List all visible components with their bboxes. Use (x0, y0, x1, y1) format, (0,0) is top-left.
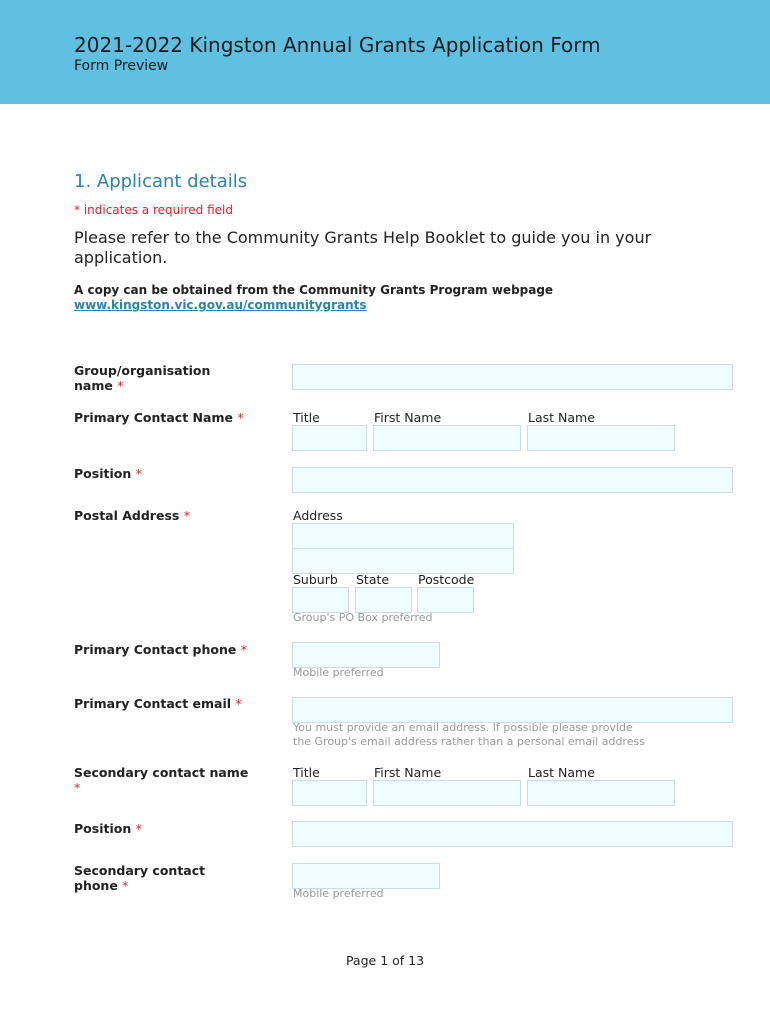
position-label: Position * (74, 466, 142, 481)
secondary-title-input[interactable] (292, 780, 367, 806)
postcode-label: Postcode (418, 572, 475, 587)
primary-title-input[interactable] (292, 425, 367, 451)
state-input[interactable] (355, 587, 412, 613)
required-marker: * (135, 821, 142, 836)
postal-address-hint: Group's PO Box preferred (293, 611, 433, 624)
primary-email-label: Primary Contact email * (74, 696, 242, 711)
group-name-label: Group/organisation name * (74, 363, 211, 393)
required-marker: * (117, 378, 124, 393)
suburb-label: Suburb (293, 572, 338, 587)
community-grants-link[interactable]: www.kingston.vic.gov.au/communitygrants (74, 298, 367, 312)
secondary-position-label: Position * (74, 821, 142, 836)
state-label: State (356, 572, 390, 587)
form-subtitle: Form Preview (74, 58, 169, 74)
primary-phone-label: Primary Contact phone * (74, 642, 247, 657)
page-number: Page 1 of 13 (345, 953, 425, 968)
address-line2-input[interactable] (292, 548, 514, 574)
suburb-input[interactable] (292, 587, 349, 613)
required-marker: * (135, 466, 142, 481)
section-title: 1. Applicant details (74, 171, 248, 192)
required-marker: * (235, 696, 242, 711)
required-marker: * (183, 508, 190, 523)
form-title: 2021-2022 Kingston Annual Grants Application Form (74, 33, 601, 57)
primary-last-name-input[interactable] (527, 425, 675, 451)
secondary-phone-hint: Mobile preferred (293, 887, 384, 900)
secondary-last-name-input[interactable] (527, 780, 675, 806)
position-input[interactable] (292, 467, 733, 493)
form-header (0, 0, 770, 104)
primary-first-name-input[interactable] (373, 425, 521, 451)
primary-email-hint: You must provide an email address. If possible please provide the Group's email address rather than a personal email address (293, 721, 645, 748)
secondary-first-name-label: First Name (374, 765, 442, 780)
intro-text: Please refer to the Community Grants Help Booklet to guide you in your application. (74, 228, 652, 267)
primary-phone-hint: Mobile preferred (293, 666, 384, 679)
address-label: Address (293, 508, 343, 523)
secondary-first-name-input[interactable] (373, 780, 521, 806)
secondary-position-input[interactable] (292, 821, 733, 847)
address-line1-input[interactable] (292, 523, 514, 549)
required-marker: * (122, 878, 129, 893)
postcode-input[interactable] (417, 587, 474, 613)
required-note: * indicates a required field (74, 203, 233, 217)
secondary-last-name-label: Last Name (528, 765, 595, 780)
group-name-input[interactable] (292, 364, 733, 390)
primary-phone-input[interactable] (292, 642, 440, 668)
primary-email-input[interactable] (292, 697, 733, 723)
secondary-phone-label: Secondary contact phone * (74, 863, 206, 893)
primary-contact-name-label: Primary Contact Name * (74, 410, 244, 425)
required-marker: * (74, 780, 81, 795)
primary-last-name-label: Last Name (528, 410, 595, 425)
primary-title-label: Title (293, 410, 320, 425)
postal-address-label: Postal Address * (74, 508, 190, 523)
primary-first-name-label: First Name (374, 410, 442, 425)
secondary-phone-input[interactable] (292, 863, 440, 889)
required-marker: * (237, 410, 244, 425)
secondary-title-label: Title (293, 765, 320, 780)
copy-note: A copy can be obtained from the Community Grants Program webpage (74, 283, 554, 297)
required-marker: * (240, 642, 247, 657)
secondary-contact-name-label: Secondary contact name * (74, 765, 249, 795)
